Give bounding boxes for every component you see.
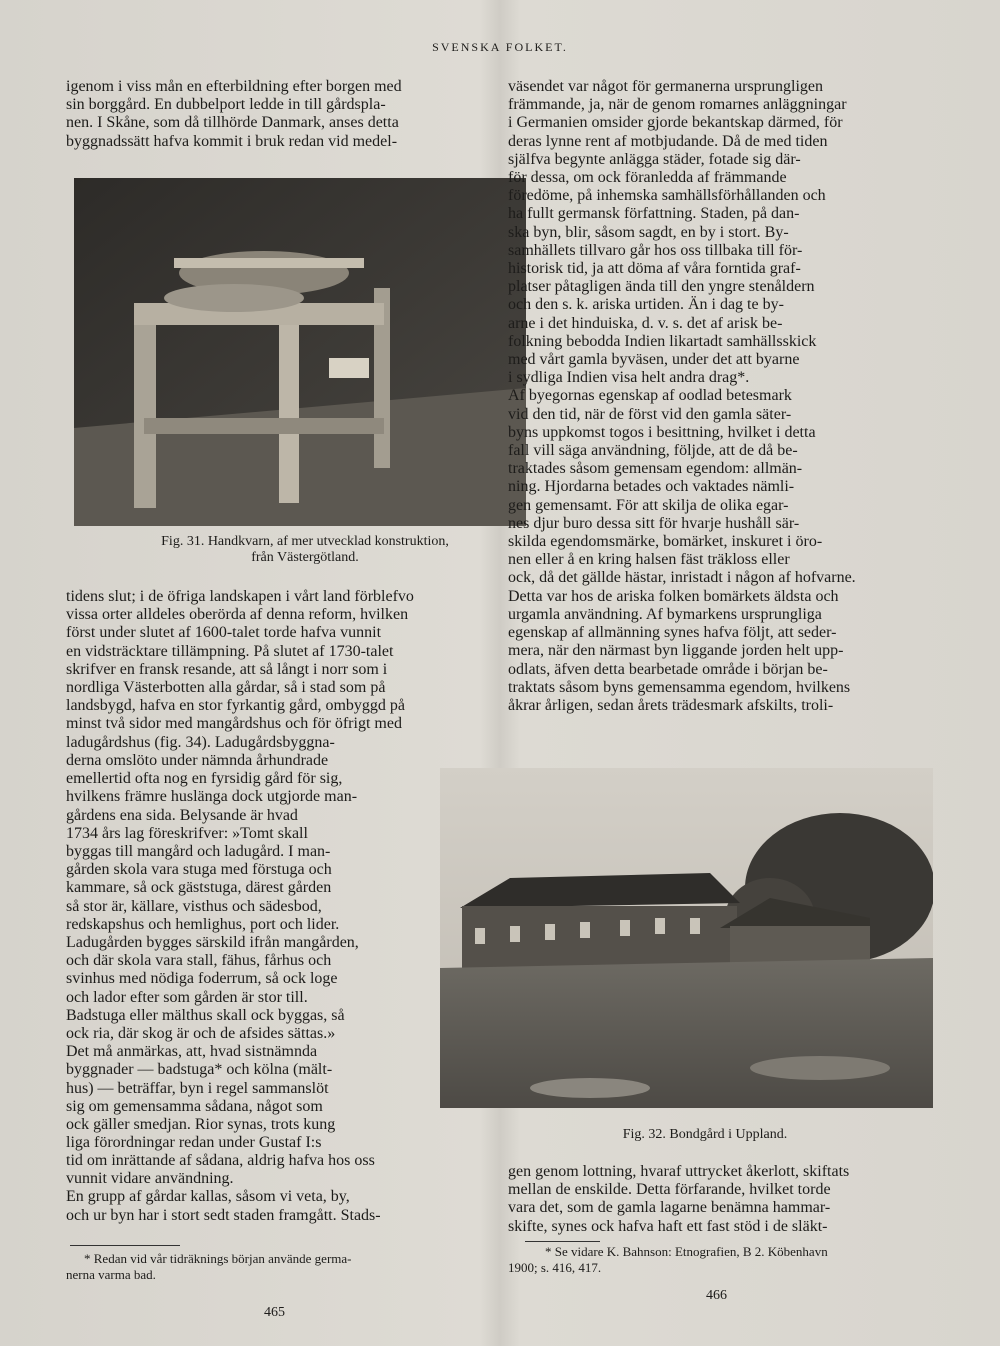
text-line: ha fullt germansk författning. Staden, på dan-	[508, 205, 800, 223]
running-header: SVENSKA FOLKET.	[432, 40, 568, 54]
text-line: vunnit vidare användning.	[66, 1170, 234, 1188]
text-line: byggnader — badstuga* och kölna (mält-	[66, 1061, 333, 1079]
left-top-text	[66, 78, 491, 151]
text-line: och ur byn har i stort sedt staden framgått. Stads-	[66, 1206, 381, 1224]
right-text	[508, 78, 930, 715]
text-line: och den s. k. ariska urtiden. Än i dag te by-	[508, 296, 784, 314]
text-line: hvilkens främre huslänga dock utgjorde man-	[66, 788, 358, 806]
text-line: ning. Hjordarna betades och vaktades nämli-	[508, 478, 795, 496]
text-line: egenskap af allmänning synes hafva följt, att seder-	[508, 624, 837, 642]
text-line: derna omslöto under nämnda århundrade	[66, 752, 329, 769]
text-line: mellan de enskilde. Detta förfarande, hvilket torde	[508, 1181, 831, 1199]
text-line: åkrar årligen, sedan årets trädesmark afskilts, troli-	[508, 696, 834, 714]
text-line: tidens slut; i de öfriga landskapen i vårt land förblefvo	[66, 588, 414, 605]
text-line: vid den tid, när de först vid den gamla säter-	[508, 405, 792, 423]
text-line: mera, när den närmast byn liggande jorden helt upp-	[508, 642, 844, 660]
right-page-number: 466	[706, 1288, 727, 1303]
left-footnote-line2: nerna varma bad.	[66, 1267, 156, 1282]
right-bottom-text	[508, 1163, 930, 1236]
fig31-caption-line2: från Västergötland.	[251, 550, 359, 565]
text-line: deras lynne rent af motbjudande. Då de med tiden	[508, 132, 828, 150]
text-line: med vårt gamla byväsen, under det att byarne	[508, 351, 800, 369]
text-line: traktades såsom gemensam egendom: allmän-	[508, 460, 803, 478]
text-line: folkning bebodda Indien likartadt samhällsskick	[508, 332, 817, 350]
text-line: gårdens ena sida. Belysande är hvad	[66, 806, 298, 824]
text-line: nordliga Västerbotten alla gårdar, så i stad som på	[66, 679, 386, 697]
left-narrow-text	[66, 752, 441, 1152]
text-line: byggas till mangård och ladugård. I man-	[66, 843, 331, 861]
fig32-caption: Fig. 32. Bondgård i Uppland.	[622, 1127, 788, 1142]
text-line: byggnadssätt hafva kommit i bruk redan vid medel-	[66, 132, 398, 150]
left-bottom-text	[66, 1152, 491, 1225]
text-line: Det må anmärkas, att, hvad sistnämnda	[66, 1043, 318, 1061]
text-line: landsbygd, hafva en stor fyrkantig gård, ombyggd på	[66, 697, 406, 715]
right-footnote-rule	[525, 1241, 600, 1242]
text-line: så stor är, källare, visthus och sädesbod,	[66, 897, 322, 915]
text-line: hus) — beträffar, byn i regel sammanslöt	[66, 1079, 329, 1097]
text-line: kammare, så ock gäststuga, därest gården	[66, 879, 332, 897]
text-line: odlats, äfven detta bearbetade område i början be-	[508, 660, 828, 678]
text-line: samhällets tillvaro går hos oss tillbaka till för-	[508, 241, 803, 259]
text-line: för dessa, om ock föranledda af främmande	[508, 169, 787, 187]
text-line: ock ria, där skog är och de afsides sättas.»	[66, 1025, 336, 1043]
text-line: och lador efter som gården är stor till.	[66, 988, 308, 1006]
text-line: i sydliga Indien visa helt andra drag*.	[508, 369, 750, 387]
text-line: ska byn, blir, såsom sagdt, en by i stort. By-	[508, 223, 789, 241]
text-line: föredöme, på inhemska samhällsförhållanden och	[508, 187, 826, 205]
text-line: gården skola vara stuga med förstuga och	[66, 861, 332, 879]
text-line: nen eller å en kring halsen fäst träkloss eller	[508, 551, 790, 569]
text-line: sin borggård. En dubbelport ledde in till gårdspla-	[66, 96, 386, 114]
text-line: tid om inrättande af sådana, aldrig hafva hos oss	[66, 1152, 375, 1169]
text-line: svinhus med nödiga foderrum, så ock loge	[66, 970, 338, 988]
text-line: platser påtagligen ända till den yngre stenåldern	[508, 278, 815, 296]
left-page-number: 465	[264, 1305, 285, 1320]
fig31-photo-handmill	[74, 178, 526, 526]
text-line: nen. I Skåne, som då tillhörde Danmark, anses detta	[66, 114, 399, 132]
text-line: gen genom lottning, hvaraf uttrycket åkerlott, skiftats	[508, 1163, 850, 1180]
text-line: redskapshus och hemlighus, port och lider.	[66, 915, 340, 933]
text-line: i Germanien omsider gjorde bekantskap därmed, för	[508, 114, 843, 132]
fig32-photo-farmhouse	[440, 768, 933, 1108]
text-line: vara det, som de gamla lagarne benämna hammar-	[508, 1199, 831, 1217]
text-line: ock, då det gällde hästar, inristadt i någon af hofvarne.	[508, 569, 856, 587]
text-line: och där skola vara stall, fähus, fårhus och	[66, 952, 332, 970]
text-line: nes djur buro dessa sitt för hvarje hushåll sär-	[508, 514, 800, 532]
text-line: emellertid ofta nog en fyrsidig gård för sig,	[66, 770, 343, 788]
text-line: minst två sidor med mangårdshus och för öfrigt med	[66, 715, 402, 733]
text-line: En grupp af gårdar kallas, såsom vi veta, by,	[66, 1188, 350, 1206]
right-footnote-line1: * Se vidare K. Bahnson: Etnografien, B 2. Köbenhavn	[545, 1244, 828, 1259]
left-footnote-line1: * Redan vid vår tidräknings början använde germa-	[84, 1251, 352, 1266]
text-line: fall vill säga användning, följde, att de då be-	[508, 442, 798, 460]
text-line: sig om gemensamma sådana, något som	[66, 1097, 323, 1115]
text-line: traktats såsom byns gemensamma egendom, hvilkens	[508, 678, 851, 696]
text-line: vissa orter alldeles oberörda af denna reform, hvilken	[66, 606, 409, 624]
text-line: först under slutet af 1600-talet torde hafva vunnit	[66, 624, 382, 642]
fig31-caption-line1: Fig. 31. Handkvarn, af mer utvecklad konstruktion,	[161, 534, 449, 549]
right-footnote-line2: 1900; s. 416, 417.	[508, 1260, 602, 1275]
text-line: själfva begynte anlägga städer, fotade sig där-	[508, 150, 801, 168]
text-line: skilda egendomsmärke, bomärket, inskuret i öro-	[508, 533, 823, 551]
text-line: främmande, ja, när de genom romarnes anläggningar	[508, 96, 847, 114]
text-line: väsendet var något för germanerna ursprungligen	[508, 78, 823, 95]
text-line: gen gemensamt. För att skilja de olika egar-	[508, 496, 789, 514]
text-line: urgamla användning. Af bymarkens ursprungliga	[508, 605, 822, 623]
text-line: Badstuga eller mälthus skall ock byggas, så	[66, 1006, 345, 1024]
left-mid-text	[66, 588, 491, 752]
text-line: byns uppkomst togos i besittning, hvilket i detta	[508, 423, 816, 441]
text-line: ladugårdshus (fig. 34). Ladugårdsbyggna-	[66, 733, 335, 751]
text-line: liga förordningar redan under Gustaf I:s	[66, 1134, 322, 1152]
left-footnote-rule	[70, 1245, 180, 1246]
text-line: Detta var hos de ariska folken bomärkets äldsta och	[508, 587, 839, 605]
text-line: skrifver en fransk resande, att så långt i norr som i	[66, 660, 388, 678]
text-line: Ladugården bygges särskild ifrån mangården,	[66, 934, 359, 952]
text-line: arne i det hinduiska, d. v. s. det af arisk be-	[508, 314, 783, 332]
text-line: 1734 års lag föreskrifver: »Tomt skall	[66, 824, 308, 842]
text-line: skifte, synes ock hafva haft ett fast stöd i de släkt-	[508, 1217, 828, 1235]
text-line: ock gäller smedjan. Rior synas, trots kung	[66, 1116, 336, 1134]
text-line: historisk tid, ja att döma af våra forntida graf-	[508, 260, 801, 278]
text-line: en vidsträcktare tillämpning. På slutet af 1730-talet	[66, 642, 394, 660]
text-line: igenom i viss mån en efterbildning efter borgen med	[66, 78, 402, 95]
text-line: Af byegornas egenskap af oodlad betesmark	[508, 387, 792, 405]
